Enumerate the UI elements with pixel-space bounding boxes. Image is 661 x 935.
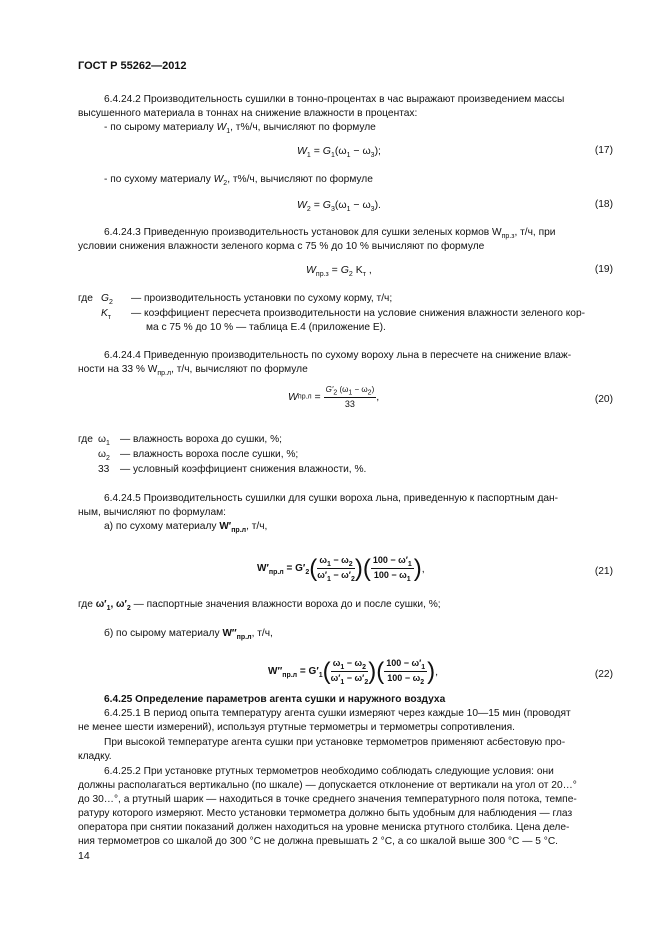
dry-material-intro: - по сухому материалу $W_2$, т%/ч, вычисляют по формуле	[104, 174, 373, 188]
equation-number-17: (17)	[594, 145, 613, 156]
omega1-description: — влажность вороха до сушки, %;	[120, 434, 282, 445]
where-label-1: где	[78, 293, 93, 304]
raw-material-intro: - по сырому материалу $W_1$, т%/ч, вычисляют по формуле	[104, 122, 376, 136]
para-6-4-24-5-line2: ным, вычисляют по формулам:	[78, 507, 226, 518]
formula-21: $W'_{пр.л} = G'_2$( $\frac{\omega_1 - \omega_2}{\omega'_1 - \omega'_2}$ )( $\frac{100 - \omega'_1}{100 - \omega_1}$ ),	[257, 555, 425, 583]
coef-33-description: — условный коэффициент снижения влажности, %.	[120, 464, 367, 475]
formula-20: Wпр.л = $\frac{G'_2 (\omega_1 - \omega_2)}{33}$ ,	[288, 385, 380, 409]
para-high-temp-line2: кладку.	[78, 751, 112, 762]
formula-19: $W_{пр.з} = G_2$ $K_т$ ,	[306, 264, 372, 279]
para-6-4-24-3-line1: 6.4.24.3 Приведенную производительность установок для сушки зеленых кормов $W_{пр.з}$, т/ч, при	[104, 227, 556, 241]
item-b-raw: б) по сырому материалу $W''_{пр.л}$, т/ч,	[104, 628, 273, 641]
symbol-g2: $G_2$	[101, 293, 113, 307]
omega2-description: — влажность вороха после сушки, %;	[120, 449, 299, 460]
formula-18: $W_2 = G_3(\omega_1 - \omega_3)$.	[297, 199, 381, 214]
page-number: 14	[78, 850, 90, 862]
equation-number-19: (19)	[594, 264, 613, 275]
section-6-4-25-title: 6.4.25 Определение параметров агента сушки и наружного воздуха	[104, 694, 446, 705]
symbol-omega2: $\omega_2$	[98, 449, 110, 463]
para-6-4-24-4-line1: 6.4.24.4 Приведенную производительность по сухому вороху льна в пересчете на снижение влаж-	[104, 350, 572, 361]
para-6-4-25-2-line2: должны располагаться вертикально (по шкале) — допускается отклонение от вертикали на угол от 20…°	[78, 780, 577, 791]
para-6-4-24-2-line1: 6.4.24.2 Производительность сушилки в тонно-процентах в час выражают произведением массы	[104, 94, 565, 105]
symbol-33: 33	[98, 464, 110, 475]
g2-description: — производительность установки по сухому корму, т/ч;	[131, 293, 393, 304]
symbol-kt: $K_т$	[101, 308, 112, 322]
para-6-4-24-3-line2: условии снижения влажности зеленого корма с 75 % до 10 % вычисляют по формуле	[78, 241, 485, 252]
para-6-4-25-1-line2: не менее шести измерений), используя ртутные термометры и термометры сопротивления.	[78, 722, 515, 733]
kt-description-line1: — коэффициент пересчета производительности на условие снижения влажности зеленого кор-	[131, 308, 586, 319]
formula-17: $W_1 = G_1(\omega_1 - \omega_3)$;	[297, 145, 381, 160]
equation-number-21: (21)	[594, 566, 613, 577]
para-6-4-24-4-line2: ности на 33 % $W_{пр.л}$, т/ч, вычисляют по формуле	[78, 364, 308, 378]
para-6-4-25-2-line6: ния термометров со шкалой до 300 °С не должна превышать 2 °С, а со шкалой выше 300 °С — 5 °С.	[78, 836, 559, 847]
symbol-omega1: $\omega_1$	[98, 434, 110, 448]
equation-number-20: (20)	[594, 394, 613, 405]
para-6-4-25-2-line4: ратуру которого измеряют. Место установки термометра должно быть удобным для наблюдения — глаз	[78, 808, 573, 819]
document-header: ГОСТ Р 55262—2012	[78, 60, 187, 72]
where-label-3: где $\omega'_1$, $\omega'_2$ — паспортные значения влажности вороха до и после сушки, %;	[78, 599, 441, 612]
para-6-4-25-2-line1: 6.4.25.2 При установке ртутных термометров необходимо соблюдать следующие условия: они	[104, 766, 554, 777]
para-6-4-24-5-line1: 6.4.24.5 Производительность сушилки для сушки вороха льна, приведенную к паспортным дан-	[104, 493, 559, 504]
formula-22: $W''_{пр.л} = G'_1$( $\frac{\omega_1 - \omega_2}{\omega'_1 - \omega'_2}$ )( $\frac{100 - \omega'_1}{100 - \omega_2}$ ),	[268, 658, 439, 686]
item-a-dry: а) по сухому материалу $W'_{пр.л}$, т/ч,	[104, 521, 268, 534]
para-6-4-25-2-line3: до 30…°, а ртутный шарик — находиться в точке среднего значения температурного поля потока, темпе-	[78, 794, 577, 805]
equation-number-22: (22)	[594, 669, 613, 680]
equation-number-18: (18)	[594, 199, 613, 210]
para-6-4-24-2-line2: высушенного материала в тоннах на снижение влажности в процентах:	[78, 108, 418, 119]
para-6-4-25-2-line5: оператора при снятии показаний должен находиться на уровне мениска ртутного столбика. Цена деле-	[78, 822, 570, 833]
kt-description-line2: ма с 75 % до 10 % — таблица Е.4 (приложение Е).	[146, 322, 386, 333]
para-6-4-25-1-line1: 6.4.25.1 В период опыта температуру агента сушки измеряют через каждые 10—15 мин (проводят	[104, 708, 571, 719]
para-high-temp-line1: При высокой температуре агента сушки при установке термометров применяют асбестовую про-	[104, 737, 566, 748]
where-label-2: где	[78, 434, 93, 445]
